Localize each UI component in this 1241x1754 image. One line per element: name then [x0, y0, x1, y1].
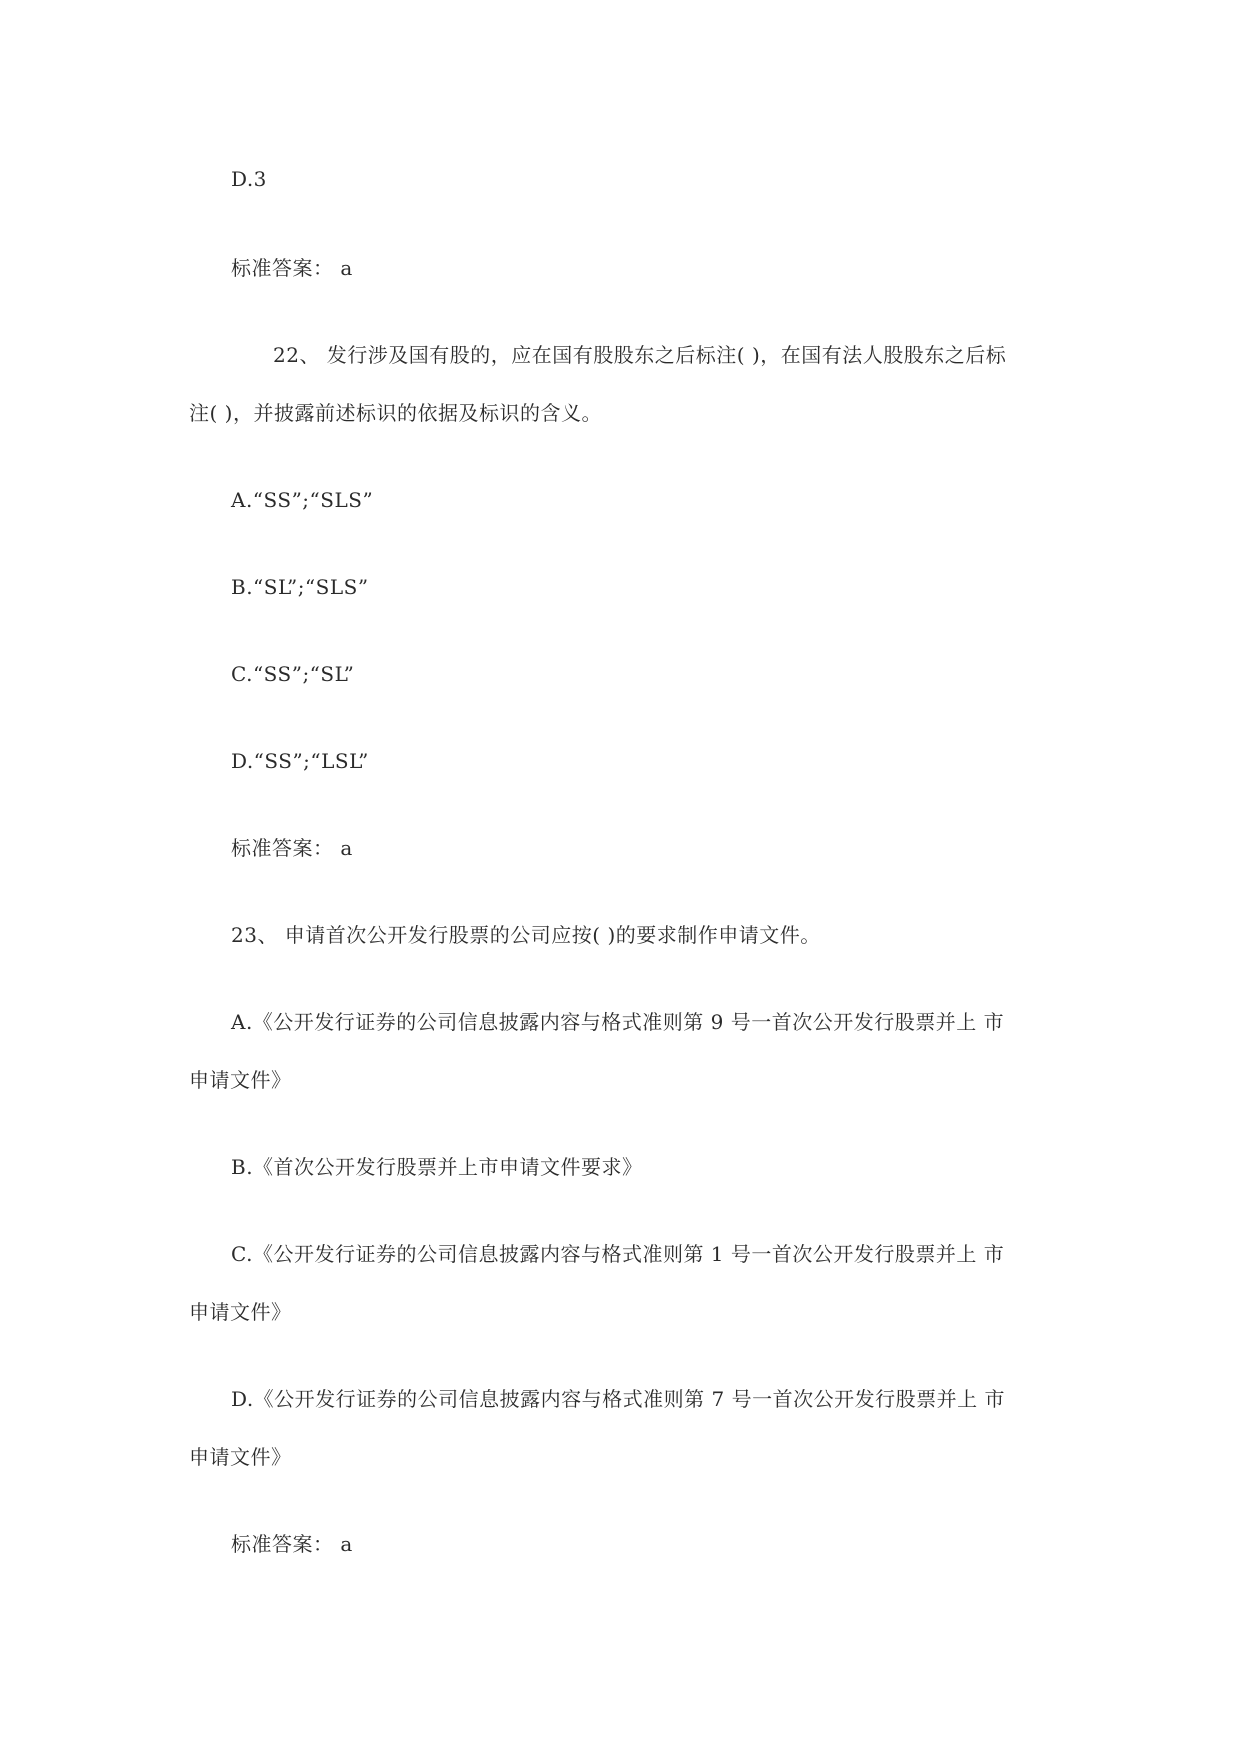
q21-answer: 标准答案： a — [231, 256, 353, 280]
q22-question-line-2: 注( )，并披露前述标识的依据及标识的含义。 — [189, 401, 602, 425]
q22-option-d: D.“SS”;“LSL” — [231, 749, 369, 773]
q22-option-b: B.“SL”;“SLS” — [231, 575, 369, 599]
q22-option-a: A.“SS”;“SLS” — [231, 488, 374, 512]
q23-option-a-line-2: 申请文件》 — [189, 1068, 292, 1092]
q23-option-d-line-2: 申请文件》 — [189, 1445, 292, 1469]
q22-option-c: C.“SS”;“SL” — [231, 662, 355, 686]
q23-option-c-line-1: C.《公开发行证券的公司信息披露内容与格式准则第 1 号一首次公开发行股票并上 市 — [231, 1242, 1005, 1266]
q21-option-d: D.3 — [231, 167, 267, 191]
q23-question: 23、 申请首次公开发行股票的公司应按( )的要求制作申请文件。 — [231, 923, 821, 947]
q23-option-d-line-1: D.《公开发行证券的公司信息披露内容与格式准则第 7 号一首次公开发行股票并上 市 — [231, 1387, 1005, 1411]
q22-question-line-1: 22、 发行涉及国有股的，应在国有股股东之后标注( )，在国有法人股股东之后标 — [273, 343, 1007, 367]
q22-answer: 标准答案： a — [231, 836, 353, 860]
q23-answer: 标准答案： a — [231, 1532, 353, 1556]
q23-option-a-line-1: A.《公开发行证券的公司信息披露内容与格式准则第 9 号一首次公开发行股票并上 市 — [231, 1010, 1005, 1034]
q23-option-b: B.《首次公开发行股票并上市申请文件要求》 — [231, 1155, 643, 1179]
q23-option-c-line-2: 申请文件》 — [189, 1300, 292, 1324]
